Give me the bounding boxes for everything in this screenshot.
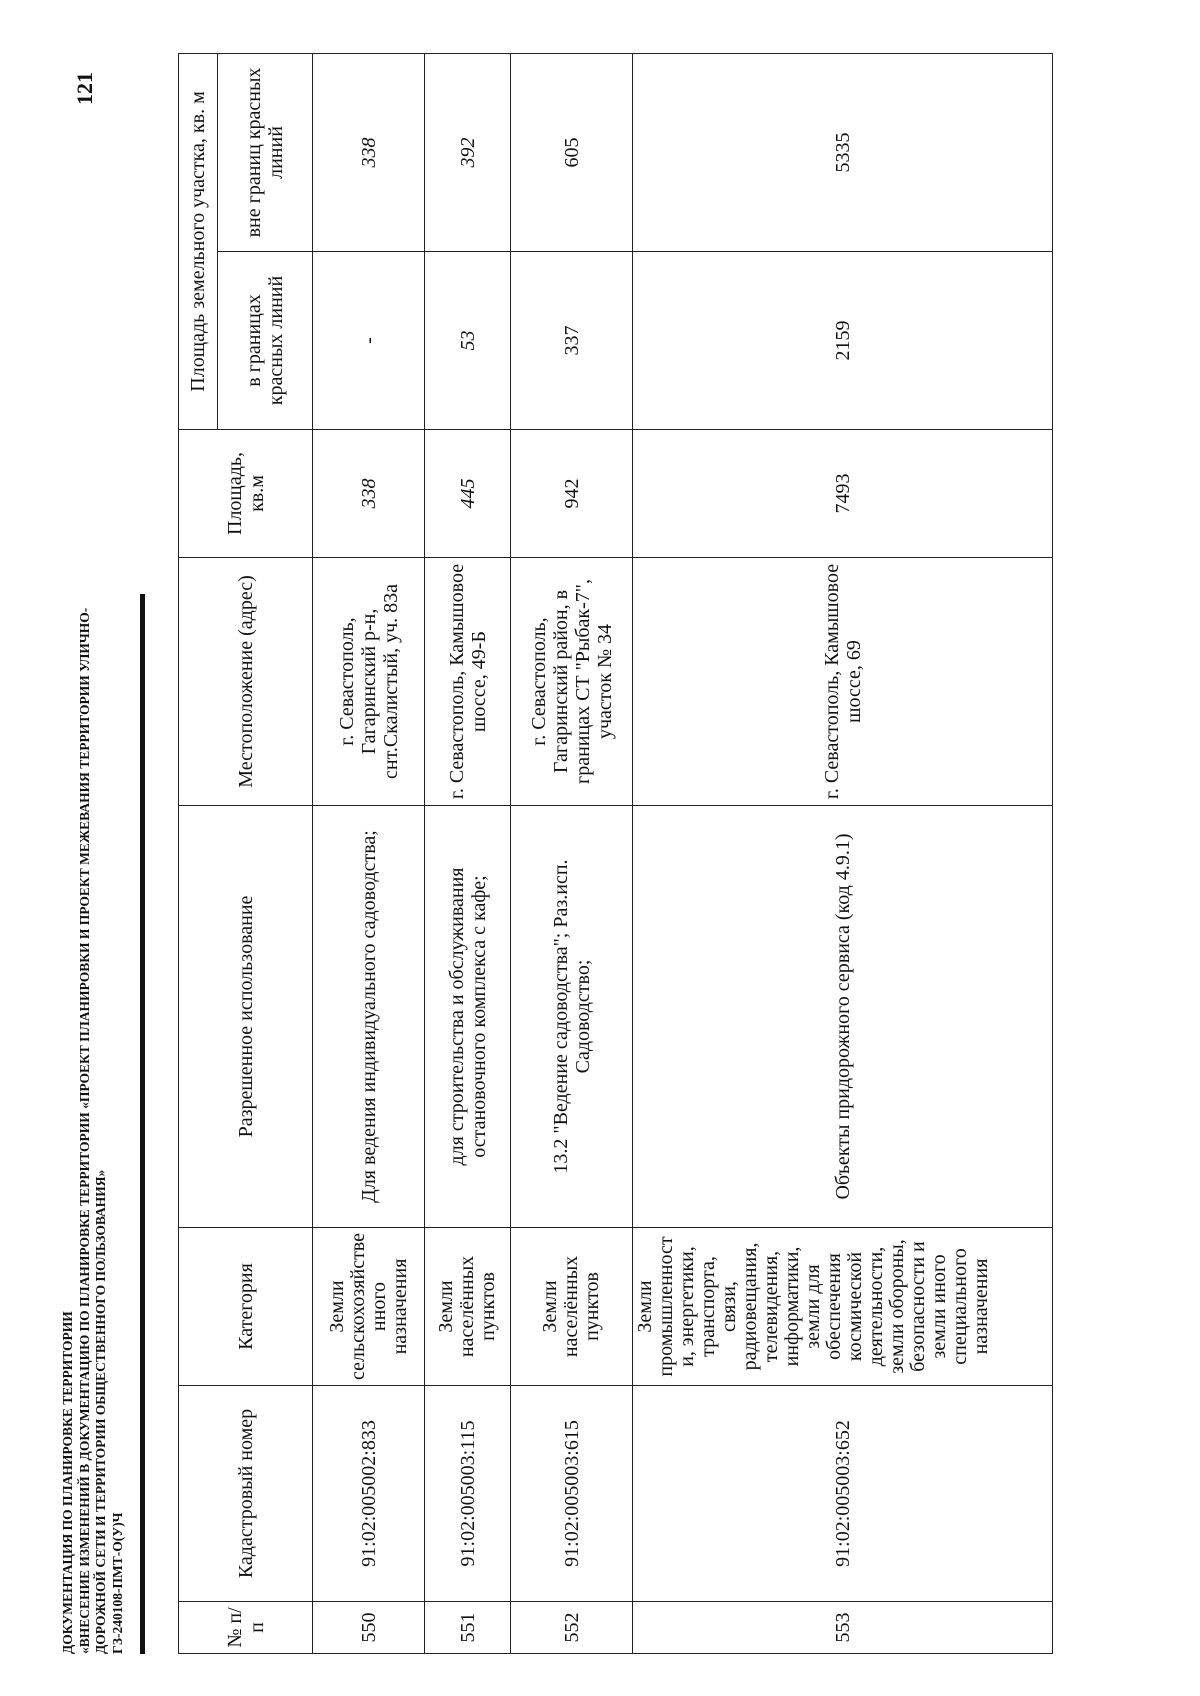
cell-area: 338 <box>313 430 425 558</box>
col-header-inside-red-lines: в границах красных линий <box>218 252 313 430</box>
cell-cadastral: 91:02:005002:833 <box>313 1386 425 1602</box>
col-header-area: Площадь, кв.м <box>179 430 313 558</box>
cell-location: г. Севастополь, Гагаринский район, в границах СТ "Рыбак-7", участок № 34 <box>511 558 633 806</box>
col-header-location: Местоположение (адрес) <box>179 558 313 806</box>
cell-location: г. Севастополь, Гагаринский р-н, снт.Скалистый, уч. 83а <box>313 558 425 806</box>
cell-location: г. Севастополь, Камышовое шоссе, 49-Б <box>425 558 511 806</box>
col-header-outside-red-lines: вне границ красных линий <box>218 53 313 251</box>
cell-category: Земли сельскохозяйстве нного назначения <box>313 1228 425 1386</box>
cell-permitted-use: для строительства и обслуживания остановочного комплекса с кафе; <box>425 806 511 1228</box>
cell-area: 942 <box>511 430 633 558</box>
cell-outside-red-lines: 338 <box>313 53 425 251</box>
col-header-permitted-use: Разрешенное использование <box>179 806 313 1228</box>
page-number: 121 <box>72 72 97 105</box>
cell-outside-red-lines: 5335 <box>633 53 1053 251</box>
table-row <box>633 53 1053 1653</box>
cell-permitted-use: 13.2 "Ведение садоводства"; Раз.исп. Садоводство; <box>511 806 633 1228</box>
table-header-row <box>179 53 218 1653</box>
land-plots-table <box>178 53 1053 1654</box>
cell-num: 552 <box>511 1602 633 1654</box>
cell-category: Земли промышленност и, энергетики, транспорта, связи, радиовещания, телевидения, информатики, земли для обеспечения космической деятельности, земли обороны, безопасности и земли иного специального назначения <box>633 1228 1053 1386</box>
cell-cadastral: 91:02:005003:115 <box>425 1386 511 1602</box>
col-header-plot-area-group: Площадь земельного участка, кв. м <box>179 53 218 429</box>
cell-area: 7493 <box>633 430 1053 558</box>
table-row <box>313 53 425 1653</box>
cell-outside-red-lines: 605 <box>511 53 633 251</box>
cell-permitted-use: Объекты придорожного сервиса (код 4.9.1) <box>633 806 1053 1228</box>
col-header-category: Категория <box>179 1228 313 1386</box>
header-line-4: ГЗ-240108-ПМТ-О(У)Ч <box>109 1512 125 1654</box>
cell-category: Земли населённых пунктов <box>425 1228 511 1386</box>
cell-cadastral: 91:02:005003:652 <box>633 1386 1053 1602</box>
cell-inside-red-lines: 2159 <box>633 252 1053 430</box>
cell-num: 551 <box>425 1602 511 1654</box>
cell-category: Земли населённых пунктов <box>511 1228 633 1386</box>
cell-location: г. Севастополь, Камышовое шоссе, 69 <box>633 558 1053 806</box>
document-header <box>60 74 126 1654</box>
cell-num: 553 <box>633 1602 1053 1654</box>
table-row <box>425 53 511 1653</box>
header-line-1: ДОКУМЕНТАЦИЯ ПО ПЛАНИРОВКЕ ТЕРРИТОРИИ <box>60 1311 75 1654</box>
cell-num: 550 <box>313 1602 425 1654</box>
table-row <box>511 53 633 1653</box>
cell-inside-red-lines: 337 <box>511 252 633 430</box>
col-header-num: № п/п <box>179 1602 313 1654</box>
cell-inside-red-lines: - <box>313 252 425 430</box>
cell-area: 445 <box>425 430 511 558</box>
cell-permitted-use: Для ведения индивидуального садоводства; <box>313 806 425 1228</box>
cell-cadastral: 91:02:005003:615 <box>511 1386 633 1602</box>
header-line-2: «ВНЕСЕНИЕ ИЗМЕНЕНИЙ В ДОКУМЕНТАЦИЮ ПО ПЛАНИРОВКЕ ТЕРРИТОРИИ «ПРОЕКТ ПЛАНИРОВКИ И ПРОЕКТ МЕЖЕВАНИЯ ТЕРРИТОРИИ УЛИЧНО- <box>76 607 92 1654</box>
header-divider <box>140 594 145 1654</box>
col-header-cadastral: Кадастровый номер <box>179 1386 313 1602</box>
cell-outside-red-lines: 392 <box>425 53 511 251</box>
header-line-3: ДОРОЖНОЙ СЕТИ И ТЕРРИТОРИИ ОБЩЕСТВЕННОГО ПОЛЬЗОВАНИЯ» <box>93 1169 108 1654</box>
cell-inside-red-lines: 53 <box>425 252 511 430</box>
